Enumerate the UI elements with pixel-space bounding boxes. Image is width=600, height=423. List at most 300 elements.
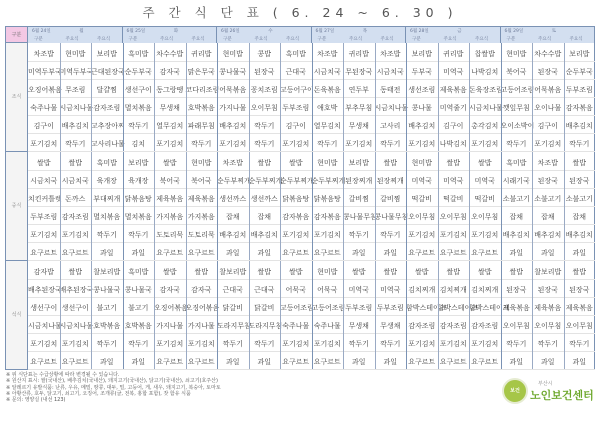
day-date: 6월 24일 (32, 29, 51, 34)
column-divider (564, 43, 565, 151)
column-divider (469, 261, 470, 369)
menu-item: 김구이 (537, 122, 558, 130)
menu-item: 과일 (540, 358, 555, 366)
footnote-line: ※ 알레르기 유발식품: 난류, 우유, 메밀, 땅콩, 대두, 밀, 고등어, 게, 새우, 돼지고기, 복숭아, 토마토 (6, 384, 221, 391)
menu-item: 어묵국 (317, 286, 338, 294)
menu-item: 감자국 (159, 286, 180, 294)
meal-block (28, 43, 595, 152)
column-divider (501, 43, 502, 151)
menu-item: 순두부국 (124, 68, 152, 76)
day-of-week: 금 (457, 29, 462, 34)
menu-item: 깍두기 (537, 340, 558, 348)
column-divider (217, 43, 218, 151)
menu-item: 오징어볶음 (28, 86, 62, 94)
menu-item: 김구이 (33, 122, 54, 130)
menu-item: 돈육장조림 (469, 86, 503, 94)
menu-item: 시금치나물 (469, 104, 503, 112)
day-of-week: 월 (79, 29, 84, 34)
column-divider (91, 152, 92, 260)
menu-item: 멸치볶음 (93, 213, 121, 221)
menu-item: 감자국 (159, 68, 180, 76)
menu-item: 보리밥 (128, 159, 149, 167)
day-subheader: 주요식 (160, 37, 174, 42)
menu-item: 갈비찜 (380, 195, 401, 203)
day-header (28, 27, 123, 43)
day-date: 6월 29일 (504, 29, 524, 34)
corner-cell: 구분 (6, 27, 28, 43)
meal-block (28, 261, 595, 370)
menu-item: 고등어조림 (311, 304, 346, 312)
menu-item: 닭볶음탕 (313, 195, 341, 203)
menu-item: 미역국 (411, 177, 432, 185)
menu-item: 두부조림 (345, 304, 373, 312)
menu-item: 깍두기 (254, 340, 275, 348)
column-divider (154, 152, 155, 260)
menu-item: 배추김치 (565, 231, 593, 239)
column-divider (343, 43, 344, 151)
menu-item: 갈비찜 (348, 195, 369, 203)
menu-item: 미역두부국 (59, 68, 94, 76)
menu-item: 요구르트 (313, 358, 341, 366)
menu-item: 요구르트 (156, 358, 184, 366)
menu-item: 닭볶음탕 (282, 195, 310, 203)
menu-item: 깍두기 (348, 340, 369, 348)
menu-item: 흑미밥 (506, 159, 527, 167)
menu-item: 호박볶음 (93, 322, 121, 330)
menu-item: 요구르트 (187, 358, 215, 366)
column-divider (60, 261, 61, 369)
menu-item: 시금치국 (30, 177, 58, 185)
menu-item: 차조밥 (380, 50, 401, 58)
menu-item: 소불고기 (534, 195, 562, 203)
menu-item: 어묵볶음 (219, 86, 247, 94)
menu-item: 쌀밥 (572, 159, 587, 167)
menu-item: 깍두기 (317, 140, 338, 148)
menu-item: 된장국 (537, 286, 558, 294)
menu-item: 감자국 (191, 286, 212, 294)
menu-item: 포기김치 (156, 340, 184, 348)
menu-item: 부대찌개 (93, 195, 121, 203)
column-divider (406, 152, 407, 260)
menu-item: 순두부국 (565, 68, 593, 76)
menu-item: 차조밥 (317, 50, 338, 58)
menu-item: 깍두기 (254, 122, 275, 130)
menu-item: 차수수밥 (156, 50, 184, 58)
menu-item: 열무김치 (156, 122, 184, 130)
column-divider (249, 152, 250, 260)
menu-item: 순두부찌개 (280, 177, 314, 185)
menu-item: 가지나물 (187, 322, 215, 330)
menu-item: 깻잎무침 (502, 104, 530, 112)
menu-item: 미역국 (380, 286, 401, 294)
menu-item: 현미밥 (222, 50, 243, 58)
day-header (312, 27, 407, 43)
menu-item: 요구르트 (30, 358, 58, 366)
day-of-week: 목 (362, 29, 368, 34)
menu-item: 오이무침 (408, 213, 436, 221)
menu-item: 시금치나물 (59, 322, 94, 330)
column-divider (312, 261, 313, 369)
menu-item: 닭갈비 (222, 304, 243, 312)
menu-item: 순두부찌개 (217, 177, 251, 185)
menu-item: 열무김치 (313, 122, 341, 130)
menu-item: 생선구이 (30, 304, 58, 312)
menu-item: 요구르트 (61, 249, 89, 257)
column-divider (91, 43, 92, 151)
menu-item: 부추무침 (345, 104, 373, 112)
menu-item: 요구르트 (187, 249, 215, 257)
menu-item: 쌀밥 (446, 159, 461, 167)
menu-item: 깍두기 (128, 122, 149, 130)
menu-item: 제육볶음 (156, 195, 184, 203)
meal-block (28, 152, 595, 261)
menu-item: 멸치볶음 (124, 104, 152, 112)
menu-item: 미역국 (474, 177, 495, 185)
menu-item: 떡갈비 (443, 195, 464, 203)
day-header-row (28, 27, 595, 43)
menu-item: 배추김치 (502, 231, 530, 239)
column-divider (186, 152, 187, 260)
day-subheader: 주요식 (475, 37, 489, 42)
menu-item: 포기김치 (313, 231, 341, 239)
menu-item: 깍두기 (65, 140, 86, 148)
menu-item: 깍두기 (191, 140, 212, 148)
menu-item: 꽁치조림 (250, 86, 278, 94)
column-divider (280, 152, 281, 260)
menu-item: 김치찌개 (408, 286, 436, 294)
menu-item: 무생채 (348, 322, 369, 330)
page-title: 주 간 식 단 표 ( 6. 24 ~ 6. 30 ) (142, 5, 458, 20)
meal-label: 조식 (6, 43, 28, 152)
menu-item: 차수수밥 (534, 50, 562, 58)
menu-item: 연두부 (348, 86, 369, 94)
menu-item: 요구르트 (408, 249, 436, 257)
menu-item: 과일 (99, 249, 114, 257)
column-divider (469, 43, 470, 151)
day-subheader: 주요식 (191, 37, 205, 42)
menu-item: 포기김치 (471, 340, 499, 348)
column-divider (123, 261, 124, 369)
column-divider (280, 261, 281, 369)
menu-item: 요구르트 (282, 249, 310, 257)
menu-item: 치킨커틀렛 (28, 195, 62, 203)
menu-item: 쌀밥 (162, 159, 177, 167)
meal-label: 석식 (6, 261, 28, 370)
menu-item: 김치 (131, 140, 146, 148)
menu-item: 감자볶음 (565, 104, 593, 112)
menu-item: 배추김치 (219, 122, 247, 130)
menu-item: 두부조림 (565, 86, 593, 94)
day-date: 6월 28일 (410, 29, 429, 34)
menu-item: 달걀찜 (96, 86, 117, 94)
column-divider (312, 43, 313, 151)
menu-item: 쌀밥 (572, 268, 587, 276)
menu-item: 오이무침 (565, 322, 593, 330)
menu-item: 과일 (99, 358, 114, 366)
menu-item: 깍두기 (506, 340, 527, 348)
menu-item: 제육볶음 (187, 195, 215, 203)
menu-item: 과일 (257, 358, 272, 366)
menu-item: 오징어볶음 (185, 304, 220, 312)
day-subheader: 구분 (34, 37, 43, 42)
menu-item: 된장국 (569, 177, 590, 185)
menu-item: 찰보리밥 (534, 268, 562, 276)
menu-item: 호박볶음 (124, 322, 152, 330)
menu-item: 쌀밥 (477, 159, 492, 167)
menu-item: 현미밥 (506, 50, 527, 58)
menu-item: 쌀밥 (288, 159, 303, 167)
menu-item: 보리밥 (411, 50, 432, 58)
menu-item: 쌀밥 (68, 159, 83, 167)
menu-item: 시금치나물 (28, 322, 62, 330)
menu-item: 미역국 (443, 177, 464, 185)
menu-item: 김치찌개 (439, 286, 467, 294)
menu-item: 과일 (572, 249, 587, 257)
day-of-week: 화 (173, 29, 179, 34)
menu-item: 포기김치 (408, 140, 436, 148)
menu-item: 떡갈비 (411, 195, 432, 203)
day-date: 6월 25일 (126, 29, 146, 34)
menu-item: 떡갈비 (474, 195, 495, 203)
menu-item: 포기김치 (219, 140, 247, 148)
column-divider (217, 152, 218, 260)
menu-item: 두부조림 (30, 213, 58, 221)
footnote-line: ※ 아황산류, 호두, 닭고기, 쇠고기, 오징어, 조개류(굴, 전복, 홍합 포함), 잣 함유 식품 (6, 390, 191, 397)
menu-item: 찹쌀밥 (474, 50, 495, 58)
menu-item: 과일 (383, 358, 398, 366)
menu-item: 어묵볶음 (534, 86, 562, 94)
menu-item: 포기김치 (30, 140, 58, 148)
menu-item: 오이소박이 (500, 122, 535, 130)
column-divider (501, 261, 502, 369)
menu-item: 잡채 (257, 213, 272, 221)
footnote-line: ※ 문의: 영양실 (내선 123) (6, 397, 66, 404)
menu-item: 콩나물국 (219, 68, 247, 76)
menu-item: 잡채 (572, 213, 587, 221)
menu-item: 숙주나물 (30, 104, 58, 112)
column-divider (91, 261, 92, 369)
column-divider (375, 261, 376, 369)
column-divider (154, 261, 155, 369)
day-subheader: 주요식 (254, 37, 268, 42)
menu-item: 된장찌개 (376, 177, 404, 185)
menu-item: 과일 (131, 358, 146, 366)
day-subheader: 주요식 (286, 37, 300, 42)
menu-item: 북어국 (191, 177, 212, 185)
menu-item: 흑미밥 (285, 50, 306, 58)
day-date: 6월 26일 (221, 29, 240, 34)
menu-item: 파래무침 (187, 122, 215, 130)
column-divider (123, 43, 124, 151)
menu-item: 잡채 (540, 213, 555, 221)
menu-item: 과일 (257, 249, 272, 257)
menu-item: 오이무침 (439, 213, 467, 221)
menu-item: 제육볶음 (439, 86, 467, 94)
menu-item: 쌀밥 (509, 268, 524, 276)
menu-item: 차조밥 (222, 159, 243, 167)
menu-item: 호박볶음 (187, 104, 215, 112)
menu-item: 쌀밥 (162, 268, 177, 276)
menu-item: 포기김치 (61, 340, 89, 348)
column-divider (564, 152, 565, 260)
menu-item: 잡채 (225, 213, 240, 221)
column-divider (312, 152, 313, 260)
column-divider (438, 152, 439, 260)
menu-item: 동태전 (380, 86, 401, 94)
menu-item: 오이무침 (250, 104, 278, 112)
logo-mark-icon: 보건 (502, 378, 528, 404)
menu-item: 맑은무국 (187, 68, 215, 76)
menu-item: 배추김치 (61, 122, 89, 130)
menu-item: 어묵국 (285, 286, 306, 294)
column-divider (438, 43, 439, 151)
column-divider (469, 152, 470, 260)
menu-item: 무생채 (380, 322, 401, 330)
menu-item: 흑미밥 (128, 268, 149, 276)
column-divider (60, 152, 61, 260)
menu-item: 과일 (131, 249, 146, 257)
menu-item: 귀리밥 (191, 50, 212, 58)
menu-item: 닭갈비 (254, 304, 275, 312)
day-subheader: 주요식 (538, 37, 552, 42)
menu-item: 미역국 (348, 286, 369, 294)
menu-item: 배추된장국 (59, 286, 94, 294)
menu-item: 포기김치 (408, 231, 436, 239)
menu-item: 근대국 (222, 286, 243, 294)
menu-item: 콩나물무침 (374, 213, 409, 221)
column-divider (564, 261, 565, 369)
menu-item: 된장찌개 (345, 177, 373, 185)
menu-item: 시금치국 (376, 68, 404, 76)
menu-item: 김구이 (285, 122, 306, 130)
menu-item: 고등어구이 (280, 86, 314, 94)
menu-item: 귀리밥 (348, 50, 369, 58)
menu-item: 포기김치 (30, 231, 58, 239)
menu-item: 포기김치 (471, 140, 499, 148)
menu-item: 가지나물 (219, 104, 247, 112)
menu-item: 가지볶음 (187, 213, 215, 221)
menu-item: 된장국 (254, 68, 275, 76)
day-subheader: 주요식 (443, 37, 457, 42)
menu-item: 잡채 (509, 213, 524, 221)
menu-item: 찰보리밥 (93, 268, 121, 276)
menu-item: 포기김치 (534, 140, 562, 148)
menu-item: 함박스테이크 (437, 304, 479, 312)
menu-item: 포기김치 (408, 340, 436, 348)
menu-item: 나박김치 (471, 68, 499, 76)
menu-item: 과일 (225, 358, 240, 366)
menu-item: 오이나물 (534, 104, 562, 112)
menu-item: 고사리 (380, 122, 401, 130)
menu-item: 도라지무침 (217, 322, 251, 330)
menu-item: 콩나물 (411, 104, 432, 112)
menu-item: 배추김치 (408, 122, 436, 130)
menu-item: 쌀밥 (288, 268, 303, 276)
menu-item: 오이무침 (471, 213, 499, 221)
menu-item: 제육볶음 (565, 304, 593, 312)
menu-item: 육개장 (96, 177, 117, 185)
menu-item: 포기김치 (282, 340, 310, 348)
menu-item: 깍두기 (348, 231, 369, 239)
menu-item: 두부국 (411, 68, 432, 76)
menu-item: 시금치국 (61, 177, 89, 185)
menu-item: 쌀밥 (446, 268, 461, 276)
menu-item: 포기김치 (439, 340, 467, 348)
logo-subtitle: 부산시 (538, 381, 553, 387)
menu-item: 동그랑땡 (156, 86, 184, 94)
menu-item: 배추된장국 (28, 286, 62, 294)
menu-item: 된장국 (537, 68, 558, 76)
day-date: 6월 27일 (315, 29, 335, 34)
menu-item: 과일 (509, 358, 524, 366)
column-divider (343, 261, 344, 369)
day-header (406, 27, 501, 43)
menu-item: 고추장아찌 (91, 122, 125, 130)
menu-item: 요구르트 (439, 358, 467, 366)
menu-item: 콩나물무침 (343, 213, 377, 221)
logo-name: 노인보건센터 (530, 389, 594, 402)
menu-item: 숙주나물 (282, 322, 310, 330)
menu-item: 근대국 (285, 68, 306, 76)
menu-item: 고사리나물 (91, 140, 125, 148)
menu-item: 근대국 (254, 286, 275, 294)
menu-item: 무생채 (159, 104, 180, 112)
menu-item: 두부조림 (282, 104, 310, 112)
menu-item: 찰보리밥 (219, 268, 247, 276)
menu-item: 과일 (351, 358, 366, 366)
menu-item: 육개장 (128, 177, 149, 185)
menu-item: 도토리묵 (187, 231, 215, 239)
menu-item: 깍두기 (380, 140, 401, 148)
menu-item: 깍두기 (128, 340, 149, 348)
menu-item: 시금치나물 (59, 104, 94, 112)
menu-item: 포기김치 (345, 140, 373, 148)
menu-item: 깍두기 (96, 340, 117, 348)
menu-item: 돈까스 (65, 195, 86, 203)
menu-item: 포기김치 (30, 340, 58, 348)
menu-item: 보리밥 (96, 50, 117, 58)
column-divider (154, 43, 155, 151)
menu-item: 쌀밥 (257, 159, 272, 167)
menu-item: 소불고기 (502, 195, 530, 203)
menu-item: 깍두기 (128, 231, 149, 239)
menu-item: 과일 (572, 358, 587, 366)
menu-item: 된장국 (537, 177, 558, 185)
meal-label: 중식 (6, 152, 28, 261)
menu-item: 생선조림 (408, 86, 436, 94)
menu-item: 요구르트 (61, 358, 89, 366)
day-header (123, 27, 218, 43)
column-divider (280, 43, 281, 151)
menu-item: 북어국 (506, 68, 527, 76)
day-header (501, 27, 596, 43)
menu-item: 콩나물국 (124, 286, 152, 294)
column-divider (501, 152, 502, 260)
menu-item: 무조림 (65, 86, 86, 94)
menu-item: 흑미밥 (128, 50, 149, 58)
column-divider (123, 152, 124, 260)
day-subheader: 구분 (317, 37, 327, 42)
menu-item: 요구르트 (282, 358, 310, 366)
column-divider (375, 43, 376, 151)
column-divider (406, 43, 407, 151)
menu-item: 가지볶음 (156, 213, 184, 221)
menu-item: 감자조림 (439, 322, 467, 330)
menu-item: 귀리밥 (443, 50, 464, 58)
menu-item: 나박김치 (439, 140, 467, 148)
menu-item: 제육볶음 (502, 304, 530, 312)
menu-item: 포기김치 (282, 231, 310, 239)
